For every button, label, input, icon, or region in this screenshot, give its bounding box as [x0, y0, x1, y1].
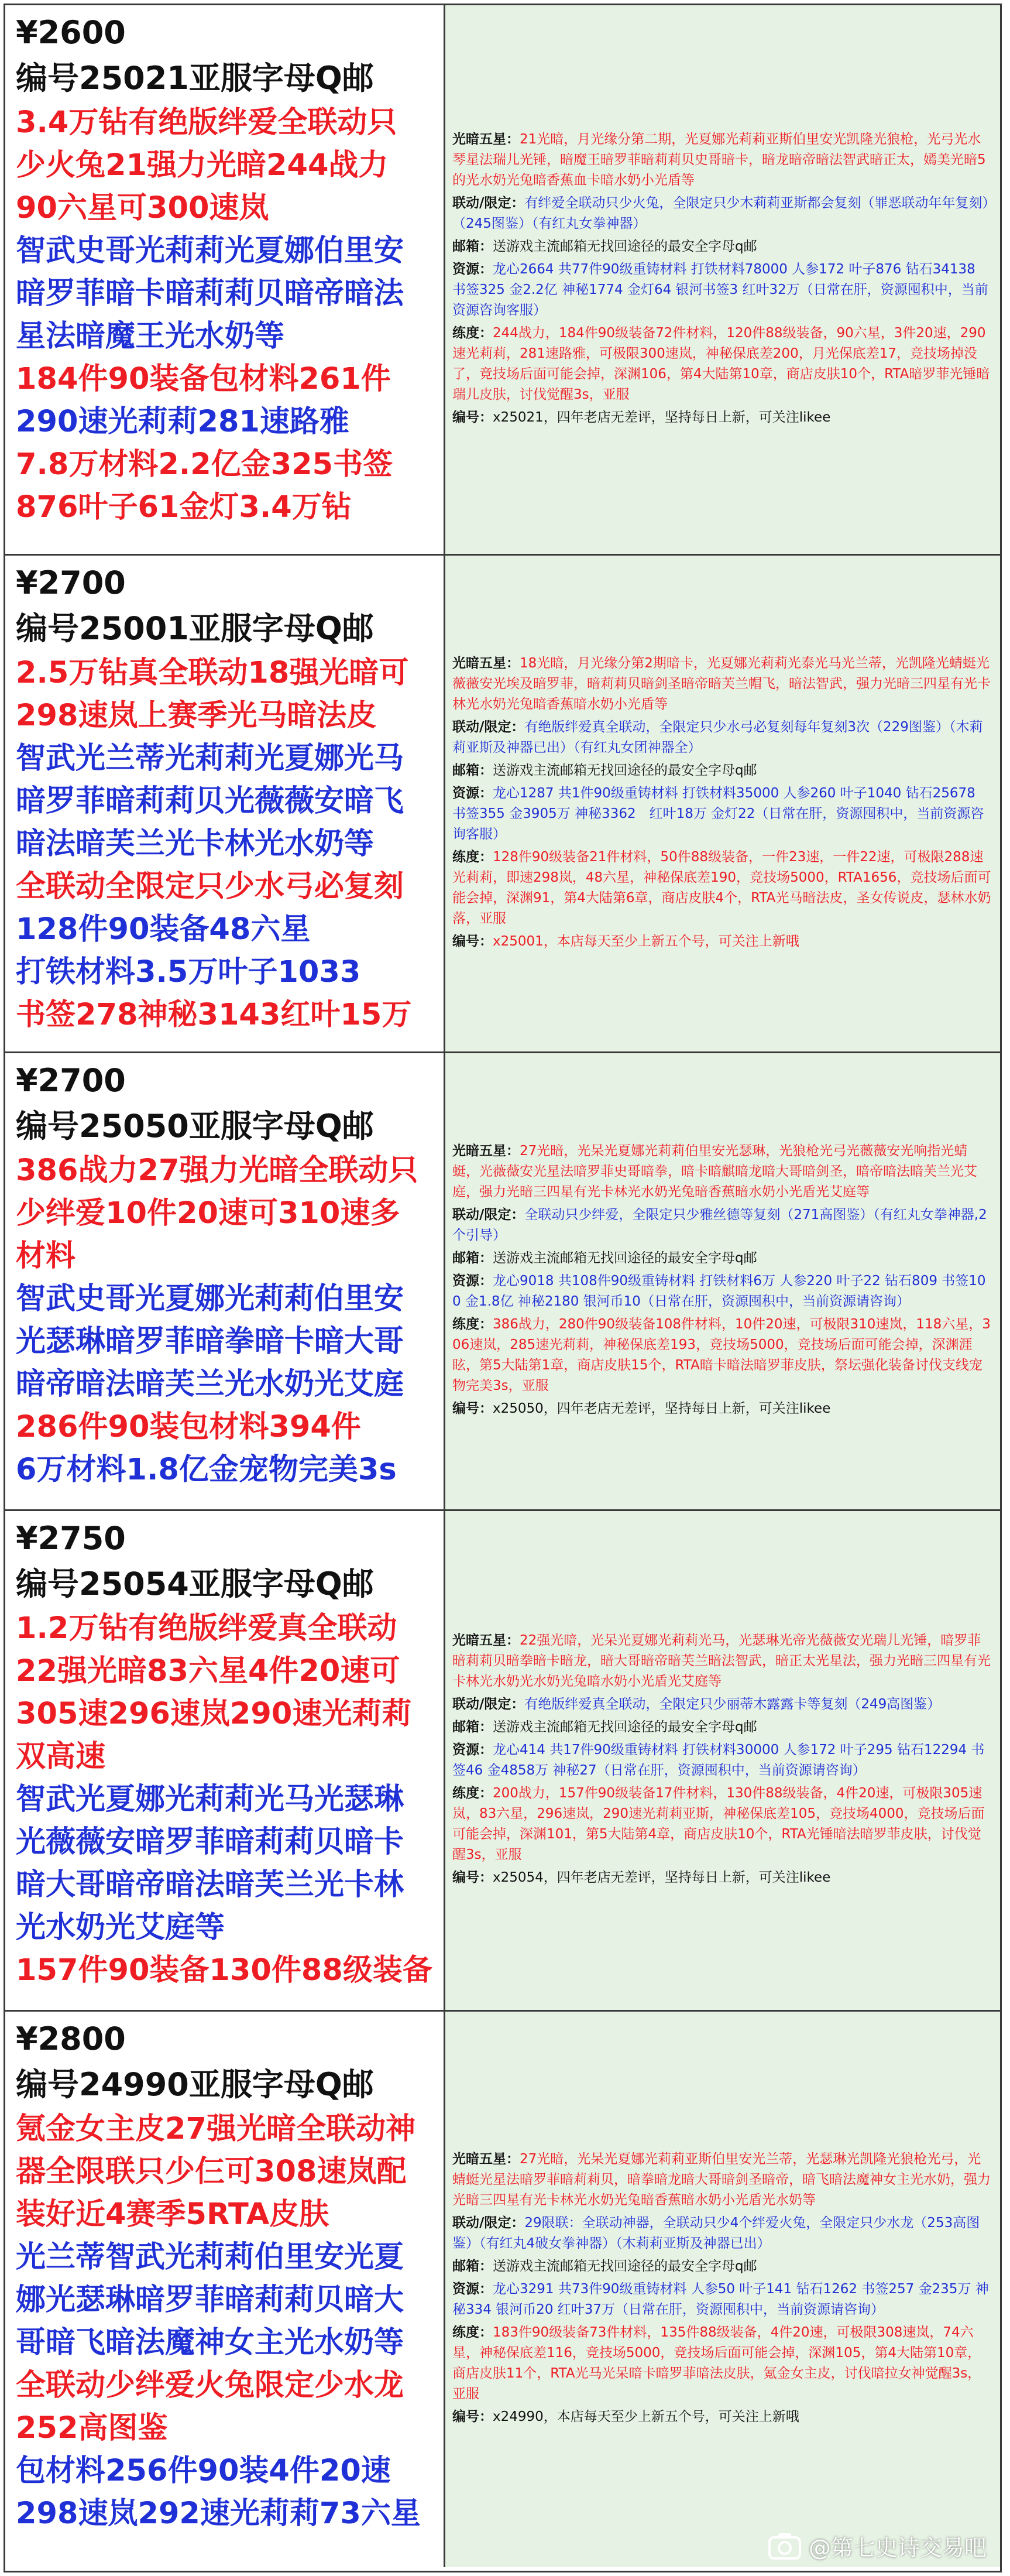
detail-label: 邮箱：: [452, 238, 493, 254]
listing-summary: [5, 5, 445, 554]
headline-line: 书签278神秘3143红叶15万: [16, 998, 412, 1032]
headline-line: 157件90装备130件88级装备: [16, 1953, 432, 1988]
headline-line: 184件90装备包材料261件: [16, 362, 391, 396]
headline-line: 材料: [16, 1239, 76, 1273]
detail-label: 练度：: [452, 1786, 493, 1801]
headline-line: 128件90装备48六星: [16, 912, 311, 947]
detail-label: 邮箱：: [452, 1251, 493, 1266]
detail-text: 27光暗，光呆光夏娜光莉莉伯里安光瑟琳，光狼枪光弓光薇薇安光响指光蜻蜓，光薇薇安光星法暗罗菲史哥暗拳，暗卡暗麒暗龙暗大哥暗剑圣，暗帝暗法暗芙兰光艾庭，强力光暗三四星有光卡林光水奶光兔暗香蕉暗水奶小光盾光艾庭等: [452, 1143, 977, 1200]
headline-line: 氪金女主皮27强光暗全联动神: [16, 2112, 415, 2146]
listing-code: 编号25054亚服字母Q邮: [16, 1566, 374, 1602]
detail-text: 18光暗，月光缘分第2期暗卡，光夏娜光莉莉光泰光马光兰蒂，光凯隆光蜻蜓光薇薇安光埃及暗罗菲，暗莉莉贝暗剑圣暗帝暗芙兰帽飞，暗法智武，强力光暗三四星有光卡林光水奶光兔暗香蕉暗水奶小光盾等: [452, 655, 991, 712]
detail-label: 联动/限定：: [452, 719, 525, 735]
listing-price: ¥2700: [16, 564, 126, 601]
detail-text: 全联动只少绊爱，全限定只少雅丝德等复刻（271高图鉴）（有红丸女拳神器,2个引导）: [452, 1207, 987, 1243]
headline-line: 装好近4赛季5RTA皮肤: [16, 2197, 329, 2232]
detail-paragraph: [452, 931, 993, 952]
detail-label: 邮箱：: [452, 2259, 493, 2274]
listing-headlines: [16, 652, 438, 1036]
headline-line: 暗罗菲暗莉莉贝光薇薇安暗飞: [16, 784, 404, 818]
detail-paragraph: [452, 1399, 993, 1419]
detail-text: 29限联：全联动神器，全联动只少4个绊爱火兔，全限定只少水龙（253高图鉴）（有红丸4破女拳神器）（木莉莉亚斯及神器已出）: [452, 2215, 980, 2251]
detail-text: 有绝版绊爱真全联动，全限定只少水弓必复刻每年复刻3次（229图鉴）（木莉莉亚斯及神器已出）（有红丸女团神器全）: [452, 719, 983, 755]
headline-line: 智武光兰蒂光莉莉光夏娜光马: [16, 741, 404, 776]
detail-text: 有绝版绊爱真全联动，全限定只少丽蒂木露露卡等复刻（249高图鉴）: [524, 1697, 941, 1712]
headline-line: 打铁材料3.5万叶子1033: [16, 955, 361, 989]
listing-code: 编号25050亚服字母Q邮: [16, 1108, 374, 1145]
headline-line: 器全限联只少仨可308速岚配: [16, 2154, 407, 2189]
detail-paragraph: [452, 2256, 993, 2277]
detail-paragraph: [452, 1783, 993, 1865]
detail-label: 光暗五星：: [452, 131, 520, 147]
listing-code: 编号25021亚服字母Q邮: [16, 60, 374, 97]
headline-line: 暗大哥暗帝暗法暗芙兰光卡林: [16, 1868, 404, 1902]
detail-paragraph: [452, 237, 993, 257]
detail-label: 联动/限定：: [452, 2215, 525, 2231]
headline-line: 2.5万钻真全联动18强光暗可: [16, 656, 409, 690]
headline-line: 305速296速岚290速光莉莉: [16, 1697, 412, 1731]
listing-row: [5, 5, 1000, 556]
detail-label: 练度：: [452, 325, 493, 341]
detail-paragraph: [452, 407, 993, 428]
headline-line: 298速岚上赛季光马暗法皮: [16, 698, 377, 733]
detail-text: x25021，四年老店无差评，坚持每日上新，可关注likee: [493, 409, 831, 425]
detail-paragraph: [452, 193, 993, 234]
headline-line: 包材料256件90装4件20速: [16, 2454, 391, 2488]
detail-text: 送游戏主流邮箱无找回途径的最安全字母q邮: [493, 2259, 757, 2274]
listing-details: [445, 5, 1000, 554]
listing-code: 编号24990亚服字母Q邮: [16, 2066, 374, 2103]
detail-text: 21光暗，月光缘分第二期，光夏娜光莉莉亚斯伯里安光凯隆光狼枪，光弓光水琴星法瑞儿光锤，暗魔王暗罗菲暗莉莉贝史哥暗卡，暗龙暗帝暗法智武暗正太，嫣美光暗5的光水奶光兔暗香蕉血卡暗水奶小光盾等: [452, 131, 986, 188]
listing-row: [5, 2012, 1000, 2567]
detail-label: 编号：: [452, 1401, 493, 1416]
detail-label: 邮箱：: [452, 762, 493, 778]
headline-line: 光薇薇安暗罗菲暗莉莉贝暗卡: [16, 1825, 404, 1859]
listing-details: [445, 556, 1000, 1051]
detail-paragraph: [452, 2322, 993, 2404]
detail-label: 联动/限定：: [452, 1697, 525, 1712]
detail-text: 244战力，184件90级装备72件材料，120件88级装备，90六星，3件20速，290速光莉莉，281速路雅，可极限300速岚，神秘保底差200，月光保底差17，竞技场掉没了，竞技场后面可能会掉，深渊106，第4大陆第10章，商店皮肤10个，RTA暗罗菲光锤暗瑞儿皮肤，讨伐觉醒3s，亚服: [452, 325, 990, 402]
detail-text: 龙心2664 共77件90级重铸材料 打铁材料78000 人参172 叶子876 钻石34138 书签325 金2.2亿 神秘1774 金灯64 银河书签3 红叶32万（日常在肝，资源囤积中，当前资源咨询客服）: [452, 261, 988, 318]
headline-line: 哥暗飞暗法魔神女主光水奶等: [16, 2325, 404, 2360]
detail-text: 386战力，280件90级装备108件材料，10件20速，可极限310速岚，118六星，306速岚，285速光莉莉，神秘保底差193，竞技场5000，竞技场后面可能会掉，深渊涯眩，第5大陆第1章，商店皮肤15个，RTA暗卡暗法暗罗菲皮肤，祭坛强化装备讨伐支线宠物完美3s，亚服: [452, 1317, 991, 1393]
detail-label: 练度：: [452, 849, 493, 865]
camera-icon: [768, 2532, 802, 2561]
headline-line: 386战力27强力光暗全联动只: [16, 1153, 418, 1188]
detail-label: 编号：: [452, 409, 493, 425]
detail-paragraph: [452, 1271, 993, 1312]
detail-text: 128件90级装备21件材料，50件88级装备，一件23速，一件22速，可极限288速光莉莉，即速298岚，48六星，神秘保底差190，竞技场5000，RTA1656，竞技场后面可能会掉，深渊91，第4大陆第6章，商店皮肤4个，RTA光马暗法皮，圣女传说皮，瑟林水奶落，亚服: [452, 849, 991, 926]
headline-line: 双高速: [16, 1739, 106, 1774]
detail-paragraph: [452, 1717, 993, 1738]
headline-line: 7.8万材料2.2亿金325书签: [16, 447, 393, 482]
headline-line: 全联动少绊爱火兔限定少水龙: [16, 2368, 404, 2403]
detail-text: x25050，四年老店无差评，坚持每日上新，可关注likee: [493, 1401, 831, 1416]
headline-line: 1.2万钻有绝版绊爱真全联动: [16, 1611, 397, 1646]
detail-label: 编号：: [452, 2409, 493, 2424]
listing-code: 编号25001亚服字母Q邮: [16, 610, 374, 647]
detail-text: 送游戏主流邮箱无找回途径的最安全字母q邮: [493, 1719, 757, 1735]
headline-line: 298速岚292速光莉莉73六星: [16, 2496, 421, 2531]
detail-paragraph: [452, 1314, 993, 1396]
detail-label: 邮箱：: [452, 1719, 493, 1735]
detail-label: 联动/限定：: [452, 1207, 525, 1222]
headline-line: 90六星可300速岚: [16, 191, 269, 225]
detail-label: 编号：: [452, 1870, 493, 1885]
detail-paragraph: [452, 2279, 993, 2320]
detail-label: 光暗五星：: [452, 1633, 520, 1648]
detail-label: 资源：: [452, 785, 493, 801]
detail-text: 送游戏主流邮箱无找回途径的最安全字母q邮: [493, 762, 757, 778]
detail-paragraph: [452, 2149, 993, 2211]
detail-paragraph: [452, 1141, 993, 1203]
detail-text: 22强光暗，光呆光夏娜光莉莉光马，光瑟琳光帝光薇薇安光瑞儿光锤，暗罗菲暗莉莉贝暗拳暗卡暗龙，暗大哥暗帝暗芙兰暗法智武，暗正太光星法，强力光暗三四星有光卡林光水奶光水奶光兔暗水奶小光盾光艾庭等: [452, 1633, 991, 1689]
headline-line: 光水奶光艾庭等: [16, 1910, 225, 1945]
headline-line: 6万材料1.8亿金宠物完美3s: [16, 1453, 397, 1487]
listing-price: ¥2750: [16, 1520, 126, 1557]
detail-label: 联动/限定：: [452, 195, 525, 211]
detail-paragraph: [452, 1205, 993, 1246]
detail-text: 27光暗，光呆光夏娜光莉莉亚斯伯里安光兰蒂，光瑟琳光凯隆光狼枪光弓，光蜻蜓光星法暗罗菲暗莉莉贝，暗拳暗龙暗大哥暗剑圣暗帝，暗飞暗法魔神女主光水奶，强力光暗三四星有光卡林光水奶光兔暗香蕉暗水奶小光盾光水奶等: [452, 2152, 991, 2208]
detail-paragraph: [452, 259, 993, 321]
detail-paragraph: [452, 129, 993, 191]
listing-table: [4, 4, 1002, 2572]
detail-text: x25001，本店每天至少上新五个号，可关注上新哦: [493, 933, 799, 949]
listing-headlines: [16, 1607, 438, 1992]
listing-price: ¥2700: [16, 1062, 126, 1099]
detail-label: 光暗五星：: [452, 1143, 520, 1159]
listing-summary: [5, 1511, 445, 2010]
headline-line: 252高图鉴: [16, 2411, 168, 2445]
detail-label: 资源：: [452, 1742, 493, 1758]
headline-line: 智武史哥光莉莉光夏娜伯里安: [16, 234, 404, 268]
detail-text: 有绊爱全联动只少火兔，全限定只少木莉莉亚斯都会复刻（罪恶联动年年复刻）（245图鉴）（有红丸女拳神器）: [452, 195, 989, 231]
listing-headlines: [16, 1149, 438, 1491]
headline-line: 少火兔21强力光暗244战力: [16, 148, 389, 183]
listing-details: [445, 2012, 1000, 2567]
detail-paragraph: [452, 717, 993, 758]
listing-price: ¥2600: [16, 14, 126, 51]
detail-paragraph: [452, 2407, 993, 2427]
listing-headlines: [16, 2108, 438, 2535]
headline-line: 22强光暗83六星4件20速可: [16, 1654, 400, 1688]
headline-line: 290速光莉莉281速路雅: [16, 405, 349, 439]
headline-line: 暗帝暗法暗芙兰光水奶光艾庭: [16, 1367, 404, 1402]
detail-text: 龙心9018 共108件90级重铸材料 打铁材料6万 人参220 叶子22 钻石809 书签100 金1.8亿 神秘2180 银河币10（日常在肝，资源囤积中，当前资源请咨询）: [452, 1273, 986, 1309]
detail-text: 龙心3291 共73件90级重铸材料 人参50 叶子141 钻石1262 书签257 金235万 神秘334 银河币20 红叶37万（日常在肝，资源囤积中，当前资源请咨询）: [452, 2282, 989, 2317]
listing-details: [445, 1511, 1000, 2010]
detail-paragraph: [452, 323, 993, 405]
listing-price: ¥2800: [16, 2020, 126, 2057]
listing-summary: [5, 2012, 445, 2567]
headline-line: 星法暗魔王光水奶等: [16, 319, 285, 354]
watermark: [768, 2530, 987, 2562]
detail-label: 资源：: [452, 1273, 493, 1289]
detail-paragraph: [452, 847, 993, 929]
listing-row: [5, 556, 1000, 1053]
headline-line: 光瑟琳暗罗菲暗拳暗卡暗大哥: [16, 1324, 404, 1359]
listing-headlines: [16, 101, 438, 529]
headline-line: 光兰蒂智武光莉莉伯里安光夏: [16, 2240, 404, 2274]
detail-label: 练度：: [452, 1317, 493, 1332]
detail-text: x24990，本店每天至少上新五个号，可关注上新哦: [493, 2409, 799, 2424]
headline-line: 娜光瑟琳暗罗菲暗莉莉贝暗大: [16, 2283, 404, 2317]
detail-paragraph: [452, 2213, 993, 2254]
headline-line: 智武光夏娜光莉莉光马光瑟琳: [16, 1782, 404, 1817]
detail-label: 资源：: [452, 261, 493, 277]
detail-text: x25054，四年老店无差评，坚持每日上新，可关注likee: [493, 1870, 831, 1885]
detail-paragraph: [452, 783, 993, 845]
detail-text: 183件90级装备73件材料，135件88级装备，4件20速，可极限308速岚，74六星，神秘保底差116，竞技场5000，竞技场后面可能会掉，深渊105，第4大陆第10章，商店皮肤11个，RTA光马光呆暗卡暗罗菲暗法皮肤，氪金女主皮，讨伐暗拉女神觉醒3s，亚服: [452, 2325, 981, 2402]
detail-paragraph: [452, 1630, 993, 1692]
listing-row: [5, 1053, 1000, 1511]
detail-text: 送游戏主流邮箱无找回途径的最安全字母q邮: [493, 1251, 757, 1266]
headline-line: 876叶子61金灯3.4万钻: [16, 490, 352, 525]
detail-label: 光暗五星：: [452, 2152, 520, 2167]
detail-text: 龙心1287 共1件90级重铸材料 打铁材料35000 人参260 叶子1040 钻石25678 书签355 金3905万 神秘3362 红叶18万 金灯22（日常在肝，资源囤积中，当前资源咨询客服）: [452, 785, 984, 842]
detail-paragraph: [452, 653, 993, 715]
detail-paragraph: [452, 1868, 993, 1888]
detail-text: 龙心414 共17件90级重铸材料 打铁材料30000 人参172 叶子295 钻石12294 书签46 金4858万 神秘27（日常在肝，资源囤积中，当前资源请咨询）: [452, 1742, 985, 1778]
headline-line: 暗罗菲暗卡暗莉莉贝暗帝暗法: [16, 276, 404, 311]
detail-label: 练度：: [452, 2325, 493, 2340]
listing-details: [445, 1053, 1000, 1509]
headline-line: 286件90装包材料394件: [16, 1410, 361, 1444]
listing-summary: [5, 556, 445, 1051]
detail-label: 光暗五星：: [452, 655, 520, 671]
headline-line: 智武史哥光夏娜光莉莉伯里安: [16, 1282, 404, 1316]
headline-line: 全联动全限定只少水弓必复刻: [16, 869, 404, 904]
headline-line: 3.4万钻有绝版绊爱全联动只: [16, 105, 397, 140]
detail-paragraph: [452, 761, 993, 781]
detail-label: 资源：: [452, 2282, 493, 2297]
listing-row: [5, 1511, 1000, 2012]
detail-label: 编号：: [452, 933, 493, 949]
detail-text: 送游戏主流邮箱无找回途径的最安全字母q邮: [493, 238, 757, 254]
detail-paragraph: [452, 1248, 993, 1269]
headline-line: 暗法暗芙兰光卡林光水奶等: [16, 827, 375, 861]
listing-summary: [5, 1053, 445, 1509]
detail-paragraph: [452, 1694, 993, 1715]
detail-paragraph: [452, 1740, 993, 1781]
headline-line: 少绊爱10件20速可310速多: [16, 1196, 400, 1231]
detail-text: 200战力，157件90级装备17件材料，130件88级装备，4件20速，可极限305速岚，83六星，296速岚，290速光莉莉亚斯，神秘保底差105，竞技场4000，竞技场后面可能会掉，深渊101，第5大陆第4章，商店皮肤10个，RTA光锤暗法暗罗菲皮肤，讨伐觉醒3s，亚服: [452, 1786, 985, 1862]
watermark-text: @第七史诗交易吧: [808, 2535, 987, 2561]
